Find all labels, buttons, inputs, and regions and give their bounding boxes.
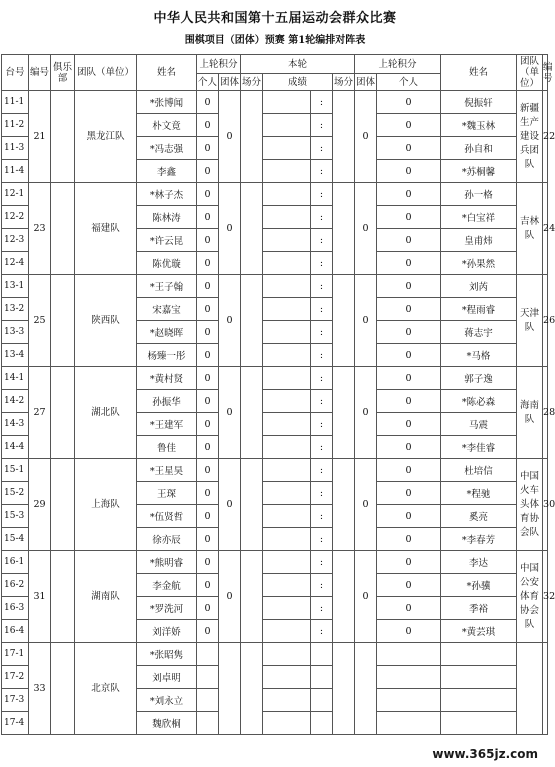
result-separator: :: [311, 597, 333, 620]
individual-score-left: 0: [197, 436, 219, 459]
table-row: [2, 551, 548, 574]
result-separator: :: [311, 413, 333, 436]
team-code-right: 32: [543, 551, 548, 643]
club-left: [51, 643, 75, 735]
individual-score-left: 0: [197, 137, 219, 160]
individual-score-right: 0: [377, 344, 441, 367]
team-code-right: 22: [543, 91, 548, 183]
player-name-left: 李鑫: [137, 160, 197, 183]
team-name-left: 湖南队: [75, 551, 137, 643]
player-name-right: 皇甫炜: [441, 229, 517, 252]
team-score-right: [355, 643, 377, 735]
individual-score-right: 0: [377, 114, 441, 137]
header-name-right: 姓名: [441, 55, 517, 91]
result-separator: :: [311, 459, 333, 482]
individual-score-right: 0: [377, 551, 441, 574]
match-points-left: [241, 367, 263, 459]
team-code-right: 28: [543, 367, 548, 459]
result-left: [263, 206, 311, 229]
team-code-left: 23: [29, 183, 51, 275]
player-name-left: 徐亦辰: [137, 528, 197, 551]
team-score-left: [219, 643, 241, 735]
result-separator: :: [311, 206, 333, 229]
header-club: 俱乐部: [51, 55, 75, 91]
player-name-left: *张昭隽: [137, 643, 197, 666]
team-name-right: 新疆生产建设兵团队: [517, 91, 543, 183]
match-points-right: [333, 91, 355, 183]
individual-score-right: [377, 712, 441, 735]
team-name-right: 天津队: [517, 275, 543, 367]
individual-score-right: 0: [377, 413, 441, 436]
team-name-left: 陕西队: [75, 275, 137, 367]
match-points-right: [333, 183, 355, 275]
individual-score-right: 0: [377, 597, 441, 620]
team-score-right: 0: [355, 91, 377, 183]
table-number: 15-4: [2, 528, 29, 551]
table-number: 13-4: [2, 344, 29, 367]
individual-score-left: 0: [197, 160, 219, 183]
table-row: [2, 367, 548, 390]
team-score-right: 0: [355, 551, 377, 643]
header-individual-right: 个人: [377, 74, 441, 91]
table-number: 12-3: [2, 229, 29, 252]
individual-score-left: 0: [197, 298, 219, 321]
individual-score-left: 0: [197, 321, 219, 344]
header-table-no: 台号: [2, 55, 29, 91]
individual-score-left: [197, 712, 219, 735]
header-this-round: 本轮: [241, 55, 355, 74]
result-separator: [311, 666, 333, 689]
result-separator: :: [311, 390, 333, 413]
player-name-right: 孙自和: [441, 137, 517, 160]
team-score-left: 0: [219, 551, 241, 643]
header-team-right: 团体: [355, 74, 377, 91]
header-prev-score-right: 上轮积分: [355, 55, 441, 74]
result-left: [263, 643, 311, 666]
table-number: 12-1: [2, 183, 29, 206]
table-row: [2, 275, 548, 298]
player-name-left: *伍贤哲: [137, 505, 197, 528]
result-separator: :: [311, 574, 333, 597]
document-subtitle: 围棋项目（团体）预赛 第1轮编排对阵表: [184, 35, 366, 46]
result-left: [263, 91, 311, 114]
player-name-left: *黄村贤: [137, 367, 197, 390]
team-name-left: 北京队: [75, 643, 137, 735]
result-left: [263, 114, 311, 137]
result-left: [263, 298, 311, 321]
player-name-right: 倪振轩: [441, 91, 517, 114]
individual-score-left: 0: [197, 574, 219, 597]
individual-score-right: 0: [377, 160, 441, 183]
team-code-right: [543, 643, 548, 735]
player-name-right: 马震: [441, 413, 517, 436]
table-number: 12-2: [2, 206, 29, 229]
match-points-left: [241, 551, 263, 643]
player-name-right: *程驰: [441, 482, 517, 505]
match-points-right: [333, 551, 355, 643]
team-code-right: 30: [543, 459, 548, 551]
result-separator: :: [311, 528, 333, 551]
result-left: [263, 574, 311, 597]
result-separator: :: [311, 91, 333, 114]
result-separator: :: [311, 321, 333, 344]
individual-score-right: 0: [377, 252, 441, 275]
result-separator: :: [311, 344, 333, 367]
player-name-left: 魏欣桐: [137, 712, 197, 735]
individual-score-right: 0: [377, 482, 441, 505]
club-left: [51, 551, 75, 643]
result-left: [263, 160, 311, 183]
player-name-right: 孙一格: [441, 183, 517, 206]
table-number: 11-3: [2, 137, 29, 160]
player-name-left: 王琛: [137, 482, 197, 505]
table-number: 17-4: [2, 712, 29, 735]
match-points-left: [241, 183, 263, 275]
result-left: [263, 344, 311, 367]
table-number: 14-4: [2, 436, 29, 459]
match-points-right: [333, 275, 355, 367]
player-name-left: *冯志强: [137, 137, 197, 160]
result-separator: :: [311, 114, 333, 137]
individual-score-left: 0: [197, 390, 219, 413]
header-points: 场分: [241, 74, 263, 91]
player-name-left: *王星昊: [137, 459, 197, 482]
individual-score-left: 0: [197, 620, 219, 643]
table-row: [2, 643, 548, 666]
individual-score-right: 0: [377, 505, 441, 528]
player-name-right: *李春芳: [441, 528, 517, 551]
table-row: [2, 183, 548, 206]
result-left: [263, 459, 311, 482]
player-name-left: *林子杰: [137, 183, 197, 206]
team-score-left: 0: [219, 459, 241, 551]
individual-score-right: 0: [377, 390, 441, 413]
player-name-left: 刘洋娇: [137, 620, 197, 643]
individual-score-right: 0: [377, 436, 441, 459]
player-name-left: *熊明睿: [137, 551, 197, 574]
individual-score-right: [377, 666, 441, 689]
result-left: [263, 436, 311, 459]
team-score-left: 0: [219, 275, 241, 367]
match-points-left: [241, 91, 263, 183]
team-name-right: 中国火车头体育协会队: [517, 459, 543, 551]
club-left: [51, 367, 75, 459]
header-row: [2, 55, 548, 74]
result-left: [263, 620, 311, 643]
individual-score-right: [377, 643, 441, 666]
player-name-left: 鲁佳: [137, 436, 197, 459]
individual-score-left: [197, 643, 219, 666]
player-name-right: *白宝祥: [441, 206, 517, 229]
player-name-left: *赵晓晖: [137, 321, 197, 344]
table-row: [2, 459, 548, 482]
result-left: [263, 390, 311, 413]
player-name-right: [441, 666, 517, 689]
individual-score-right: 0: [377, 459, 441, 482]
table-number: 13-3: [2, 321, 29, 344]
individual-score-left: 0: [197, 206, 219, 229]
player-name-right: *李佳睿: [441, 436, 517, 459]
individual-score-left: [197, 666, 219, 689]
table-number: 11-4: [2, 160, 29, 183]
team-name-right: [517, 643, 543, 735]
result-left: [263, 413, 311, 436]
individual-score-left: 0: [197, 505, 219, 528]
individual-score-right: 0: [377, 321, 441, 344]
team-code-left: 29: [29, 459, 51, 551]
individual-score-right: 0: [377, 91, 441, 114]
result-separator: :: [311, 183, 333, 206]
team-score-left: 0: [219, 183, 241, 275]
header-points-right: 场分: [333, 74, 355, 91]
table-number: 16-4: [2, 620, 29, 643]
team-score-right: 0: [355, 275, 377, 367]
player-name-left: 李金航: [137, 574, 197, 597]
individual-score-left: 0: [197, 252, 219, 275]
result-left: [263, 712, 311, 735]
result-separator: :: [311, 551, 333, 574]
individual-score-right: [377, 689, 441, 712]
result-left: [263, 252, 311, 275]
header-code-right: 编号: [543, 55, 548, 91]
team-score-right: 0: [355, 367, 377, 459]
player-name-right: *陈必森: [441, 390, 517, 413]
individual-score-right: 0: [377, 275, 441, 298]
team-score-left: 0: [219, 367, 241, 459]
player-name-right: 季裕: [441, 597, 517, 620]
individual-score-left: 0: [197, 367, 219, 390]
result-separator: :: [311, 252, 333, 275]
team-name-left: 黑龙江队: [75, 91, 137, 183]
header-prev-score: 上轮积分: [197, 55, 241, 74]
individual-score-right: 0: [377, 298, 441, 321]
team-code-left: 21: [29, 91, 51, 183]
table-body: [2, 91, 555, 735]
result-separator: :: [311, 505, 333, 528]
table-number: 17-3: [2, 689, 29, 712]
player-name-left: 陈林涛: [137, 206, 197, 229]
individual-score-left: 0: [197, 344, 219, 367]
result-separator: [311, 712, 333, 735]
player-name-right: 李达: [441, 551, 517, 574]
team-name-right: 中国公安体育协会队: [517, 551, 543, 643]
individual-score-right: 0: [377, 620, 441, 643]
table-number: 16-3: [2, 597, 29, 620]
table-number: 15-3: [2, 505, 29, 528]
individual-score-right: 0: [377, 528, 441, 551]
result-left: [263, 321, 311, 344]
player-name-right: *魏玉林: [441, 114, 517, 137]
individual-score-left: 0: [197, 91, 219, 114]
player-name-left: *王建军: [137, 413, 197, 436]
table-number: 11-2: [2, 114, 29, 137]
player-name-right: 郭子逸: [441, 367, 517, 390]
player-name-right: [441, 712, 517, 735]
table-number: 12-4: [2, 252, 29, 275]
result-left: [263, 183, 311, 206]
table-number: 14-1: [2, 367, 29, 390]
table-number: 13-2: [2, 298, 29, 321]
result-separator: :: [311, 160, 333, 183]
header-team-unit-right: 团队（单位）: [517, 55, 543, 91]
individual-score-right: 0: [377, 367, 441, 390]
club-left: [51, 91, 75, 183]
table-number: 15-2: [2, 482, 29, 505]
result-left: [263, 229, 311, 252]
player-name-left: 宋嘉宝: [137, 298, 197, 321]
individual-score-left: 0: [197, 459, 219, 482]
table-number: 14-2: [2, 390, 29, 413]
individual-score-right: 0: [377, 183, 441, 206]
match-points-right: [333, 367, 355, 459]
header-result: 成绩: [263, 74, 333, 91]
individual-score-right: 0: [377, 574, 441, 597]
player-name-left: 孙振华: [137, 390, 197, 413]
table-number: 14-3: [2, 413, 29, 436]
player-name-left: 朴文竟: [137, 114, 197, 137]
individual-score-left: 0: [197, 551, 219, 574]
individual-score-left: 0: [197, 275, 219, 298]
header-code: 编号: [29, 55, 51, 91]
player-name-left: *刘永立: [137, 689, 197, 712]
player-name-left: 陈优璇: [137, 252, 197, 275]
player-name-right: *马格: [441, 344, 517, 367]
club-left: [51, 459, 75, 551]
player-name-right: 刘芮: [441, 275, 517, 298]
individual-score-left: 0: [197, 528, 219, 551]
result-separator: :: [311, 298, 333, 321]
result-left: [263, 597, 311, 620]
result-separator: :: [311, 275, 333, 298]
table-number: 17-1: [2, 643, 29, 666]
document-title: 中华人民共和国第十五届运动会群众比赛: [153, 11, 397, 26]
team-code-left: 25: [29, 275, 51, 367]
team-code-left: 33: [29, 643, 51, 735]
player-name-right: [441, 689, 517, 712]
player-name-left: *张博闻: [137, 91, 197, 114]
result-separator: :: [311, 229, 333, 252]
result-separator: [311, 689, 333, 712]
individual-score-right: 0: [377, 229, 441, 252]
result-left: [263, 551, 311, 574]
player-name-right: 奚亮: [441, 505, 517, 528]
team-name-left: 湖北队: [75, 367, 137, 459]
team-code-right: 24: [543, 183, 548, 275]
match-points-left: [241, 275, 263, 367]
table-number: 15-1: [2, 459, 29, 482]
player-name-left: *王子翰: [137, 275, 197, 298]
result-left: [263, 482, 311, 505]
team-name-left: 上海队: [75, 459, 137, 551]
watermark: www.365jz.com: [426, 744, 544, 764]
result-left: [263, 137, 311, 160]
match-points-left: [241, 643, 263, 735]
table-number: 17-2: [2, 666, 29, 689]
player-name-right: 杜培信: [441, 459, 517, 482]
player-name-right: 蒋志宇: [441, 321, 517, 344]
individual-score-left: 0: [197, 597, 219, 620]
table-number: 16-1: [2, 551, 29, 574]
result-left: [263, 367, 311, 390]
result-separator: :: [311, 137, 333, 160]
individual-score-left: 0: [197, 114, 219, 137]
individual-score-right: 0: [377, 206, 441, 229]
team-score-right: 0: [355, 183, 377, 275]
individual-score-left: [197, 689, 219, 712]
result-separator: [311, 643, 333, 666]
match-points-right: [333, 459, 355, 551]
match-points-right: [333, 643, 355, 735]
result-separator: :: [311, 436, 333, 459]
team-code-left: 31: [29, 551, 51, 643]
player-name-right: *苏桐馨: [441, 160, 517, 183]
header-team-unit: 团队（单位）: [75, 55, 137, 91]
result-separator: :: [311, 367, 333, 390]
team-name-left: 福建队: [75, 183, 137, 275]
individual-score-right: 0: [377, 137, 441, 160]
team-code-left: 27: [29, 367, 51, 459]
individual-score-left: 0: [197, 413, 219, 436]
result-separator: :: [311, 620, 333, 643]
individual-score-left: 0: [197, 482, 219, 505]
table-number: 13-1: [2, 275, 29, 298]
team-score-left: 0: [219, 91, 241, 183]
player-name-right: *孙骥: [441, 574, 517, 597]
club-left: [51, 275, 75, 367]
team-name-right: 吉林队: [517, 183, 543, 275]
individual-score-left: 0: [197, 183, 219, 206]
result-left: [263, 689, 311, 712]
player-name-right: *黄芸琪: [441, 620, 517, 643]
header-team: 团体: [219, 74, 241, 91]
team-score-right: 0: [355, 459, 377, 551]
match-points-left: [241, 459, 263, 551]
player-name-left: 刘卓明: [137, 666, 197, 689]
player-name-right: [441, 643, 517, 666]
team-code-right: 26: [543, 275, 548, 367]
club-left: [51, 183, 75, 275]
player-name-left: *罗洗河: [137, 597, 197, 620]
table-row: [2, 91, 548, 114]
result-left: [263, 666, 311, 689]
individual-score-left: 0: [197, 229, 219, 252]
table-number: 16-2: [2, 574, 29, 597]
result-left: [263, 275, 311, 298]
header-individual: 个人: [197, 74, 219, 91]
result-left: [263, 528, 311, 551]
pairing-table: [1, 54, 555, 735]
player-name-right: *孙果然: [441, 252, 517, 275]
player-name-right: *程雨睿: [441, 298, 517, 321]
result-left: [263, 505, 311, 528]
header-name: 姓名: [137, 55, 197, 91]
team-name-right: 海南队: [517, 367, 543, 459]
player-name-left: 杨臻一彤: [137, 344, 197, 367]
result-separator: :: [311, 482, 333, 505]
player-name-left: *许云昆: [137, 229, 197, 252]
table-number: 11-1: [2, 91, 29, 114]
